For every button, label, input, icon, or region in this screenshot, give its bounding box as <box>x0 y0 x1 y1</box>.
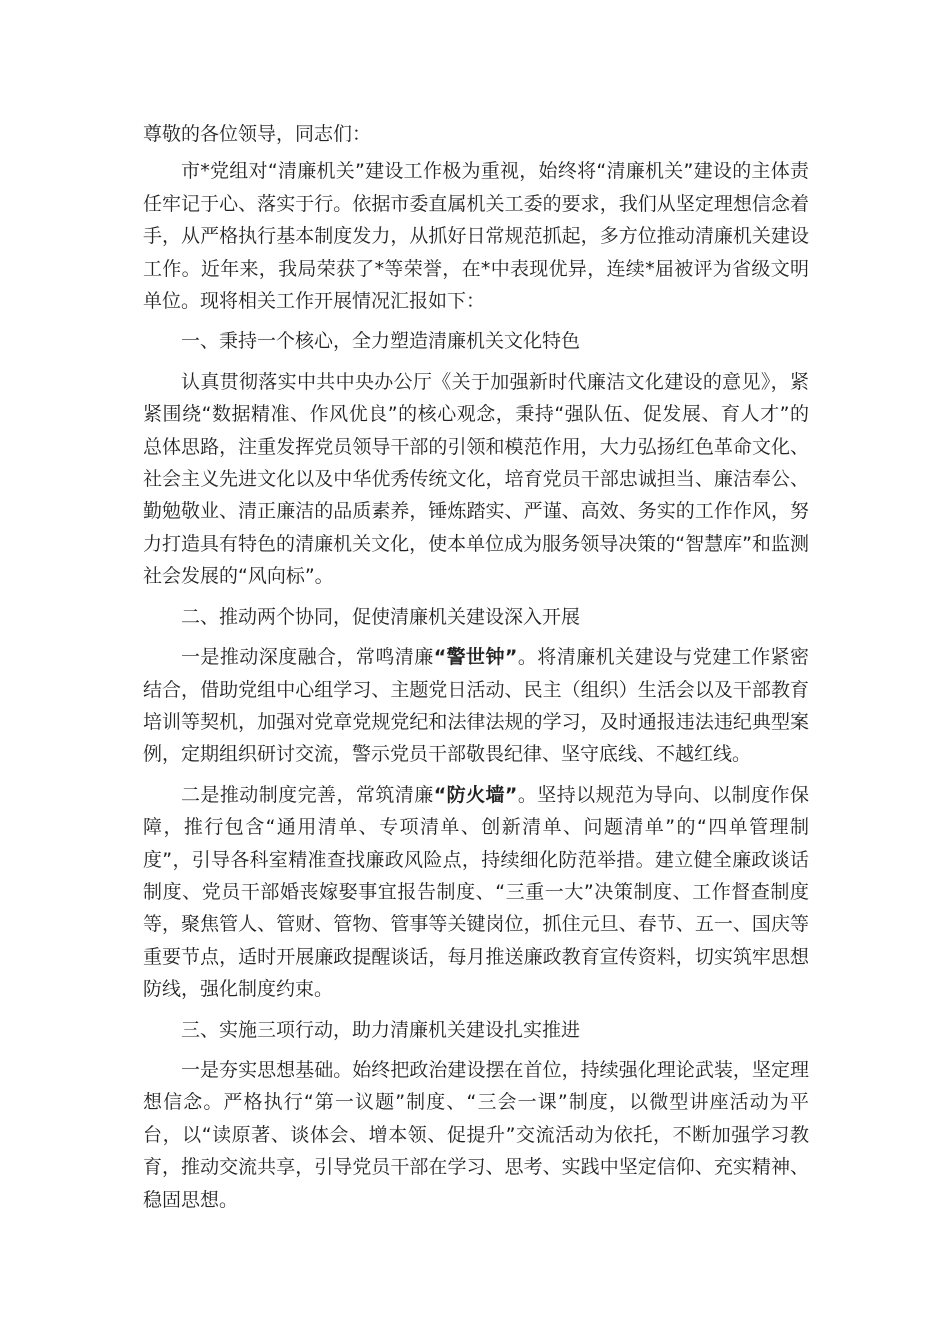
item-1-quoted-term: “警世钟” <box>433 646 518 669</box>
section-1-body: 认真贯彻落实中共中央办公厅《关于加强新时代廉洁文化建设的意见》，紧紧围绕“数据精准、作风优良”的核心观念，秉持“强队伍、促发展、育人才”的总体思路，注重发挥党员领导干部的引领和模范作用，大力弘扬红色革命文化、社会主义先进文化以及中华优秀传统文化，培育党员干部忠诚担当、廉洁奉公、勤勉敬业、清正廉洁的品质素养，锤炼踏实、严谨、高效、务实的工作作风，努力打造具有特色的清廉机关文化，使本单位成为服务领导决策的“智慧库”和监测社会发展的“风向标”。 <box>143 370 809 588</box>
section-1-heading: 一、秉持一个核心，全力塑造清廉机关文化特色 <box>181 330 581 353</box>
document-page <box>143 118 809 1224</box>
section-3-heading: 三、实施三项行动，助力清廉机关建设扎实推进 <box>181 1018 581 1041</box>
section-2-item-1 <box>143 641 809 771</box>
item-1-body: 将清廉机关建设与党建工作紧密结合，借助党组中心组学习、主题党日活动、民主（组织）生活会以及干部教育培训等契机，加强对党章党规党纪和法律法规的学习，及时通报违法违纪典型案例，定期组织研讨交流，警示党员干部敬畏纪律、坚守底线、不越红线。 <box>143 646 809 766</box>
section-3-item-1: 一是夯实思想基础。始终把政治建设摆在首位，持续强化理论武装，坚定理想信念。严格执行“第一议题”制度、“三会一课”制度，以微型讲座活动为平台，以“读原著、谈体会、增本领、促提升”交流活动为依托，不断加强学习教育，推动交流共享，引导党员干部在学习、思考、实践中坚定信仰、充实精神、稳固思想。 <box>143 1058 809 1211</box>
item-1-lead: 一是推动深度融合，常鸣清廉 <box>181 646 434 669</box>
salutation: 尊敬的各位领导，同志们： <box>143 123 372 145</box>
item-2-quoted-term: “防火墙” <box>433 783 518 806</box>
intro-paragraph: 市*党组对“清廉机关”建设工作极为重视，始终将“清廉机关”建设的主体责任牢记于心、落实于行。依据市委直属机关工委的要求，我们从坚定理想信念着手，从严格执行基本制度发力，从抓好日常规范抓起，多方位推动清廉机关建设工作。近年来，我局荣获了*等荣誉，在*中表现优异，连续*届被评为省级文明单位。现将相关工作开展情况汇报如下： <box>143 160 809 313</box>
section-2-heading: 二、推动两个协同，促使清廉机关建设深入开展 <box>181 605 581 628</box>
item-2-lead-end: 。 <box>517 783 538 806</box>
item-2-body: 坚持以规范为导向、以制度作保障，推行包含“通用清单、专项清单、创新清单、问题清单”的“四单管理制度”，引导各科室精准查找廉政风险点，持续细化防范举措。建立健全廉政谈话制度、党员干部婚丧嫁娶事宜报告制度、“三重一大”决策制度、工作督查制度等，聚焦管人、管财、管物、管事等关键岗位，抓住元旦、春节、五一、国庆等重要节点，适时开展廉政提醒谈话，每月推送廉政教育宣传资料，切实筑牢思想防线，强化制度约束。 <box>143 783 809 1001</box>
section-2-item-2 <box>143 779 809 1006</box>
item-1-lead-end: 。 <box>517 646 538 669</box>
item-2-lead: 二是推动制度完善，常筑清廉 <box>181 783 434 806</box>
